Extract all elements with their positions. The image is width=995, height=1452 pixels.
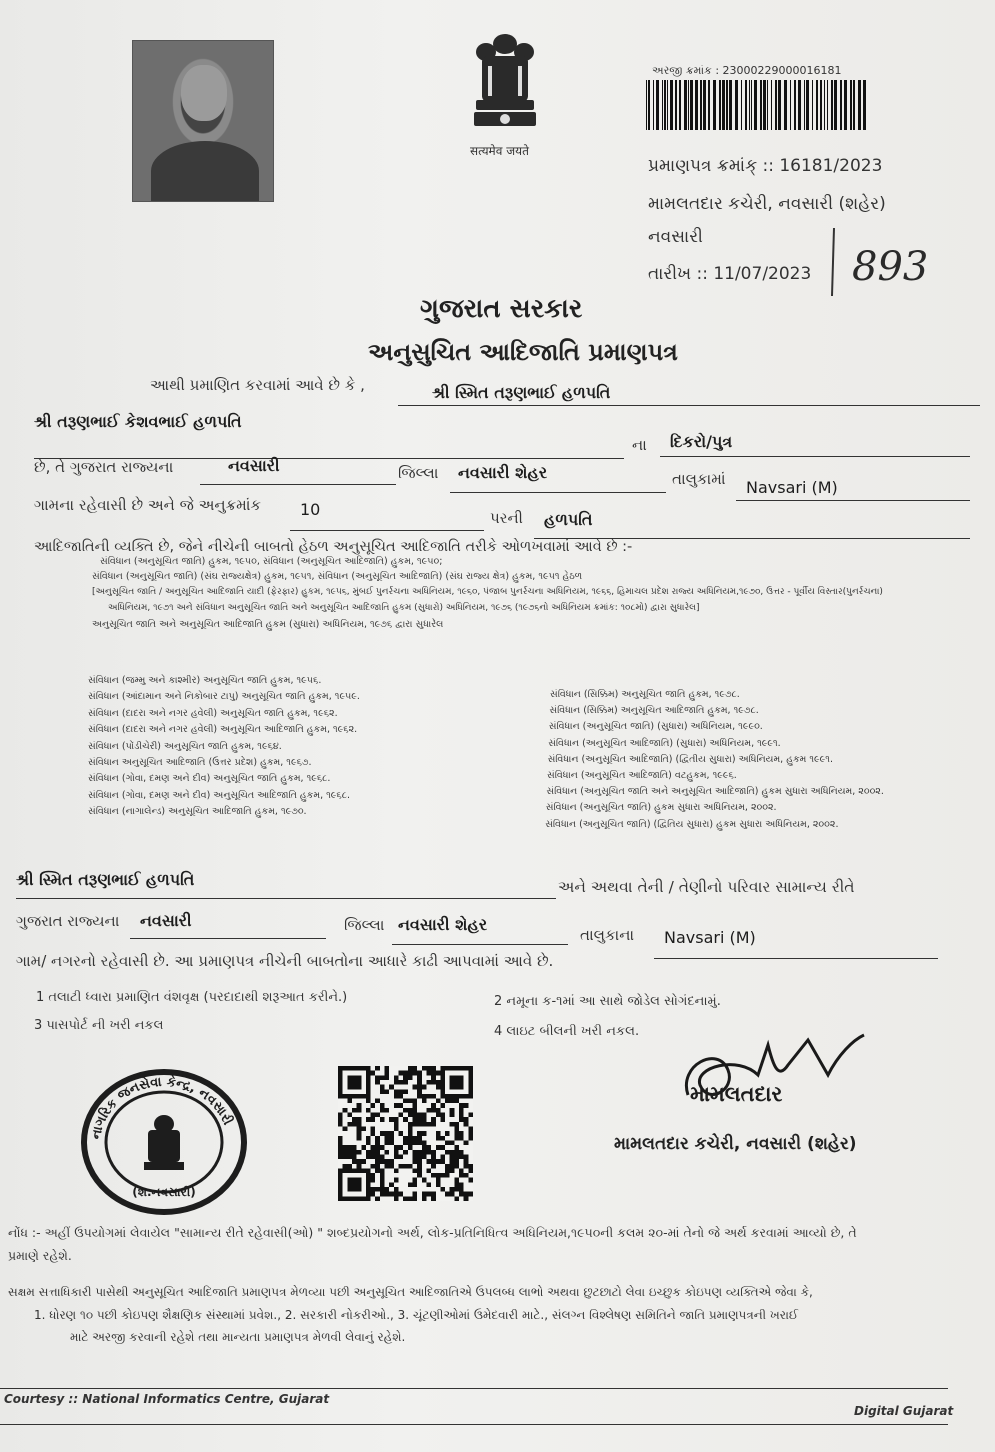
note-line: સક્ષમ સત્તાધિકારી પાસેથી અનુસૂચિત આદિજાતિ પ્રમાણપત્ર મેળવ્યા પછી અનુસૂચિત આદિજાતિએ ઉપલબ્ધ લાભો અથવા છુટછાટો લેવા ઇચ્છુક કોઇપણ વ્યક્તિએ જેવા કે, — [8, 1285, 813, 1299]
order-line: સંવિધાન (અનુસૂચિત જાતિ) હુકમ, ૧૯૫૦, સંવિધાન (અનુસૂચિત આદિજાતિ) હુકમ, ૧૯૫૦; — [100, 556, 443, 567]
on-label: પરની — [490, 509, 523, 527]
serial-number: 10 — [300, 500, 321, 519]
order-line: સંવિધાન (નાગાલેન્ડ) અનુસૂચિત આદિજાતિ હુકમ, ૧૯૭૦. — [88, 806, 307, 818]
village-name-2: Navsari (M) — [664, 928, 756, 947]
note-line: નોંધ :- અહીં ઉપયોગમાં લેવાયેલ "સામાન્ય રીતે રહેવાસી(ઓ) " શબ્દપ્રયોગનો અર્થ, લોક-પ્રતિનિધિત્વ અધિનિયમ,૧૯૫૦ની કલમ ૨૦-માં તેનો જે અર્થ કરવામાં આવ્યો છે, તે — [8, 1225, 857, 1240]
application-number: અરજી ક્રમાંક : 23000229000016181 — [652, 64, 842, 77]
village-label: ગામના રહેવાસી છે અને જે અનુક્રમાંક — [34, 496, 262, 514]
order-line: સંવિધાન (ગોવા, દમણ અને દીવ) અનુસૂચિત આદિજાતિ હુકમ, ૧૯૬૮. — [88, 789, 350, 801]
state-label-2: ગુજરાત રાજ્યના — [16, 912, 120, 930]
village-name: Navsari (M) — [746, 478, 838, 497]
courtesy-text: Courtesy :: National Informatics Centre, Gujarat — [4, 1392, 330, 1406]
svg-text:893: 893 — [852, 244, 929, 290]
order-line: સંવિધાન (દાદરા અને નગર હવેલી) અનુસૂચિત જાતિ હુકમ, ૧૯૬૨. — [88, 707, 338, 719]
qr-code — [338, 1066, 473, 1201]
holder-name-2: શ્રી સ્મિત તરૂણભાઈ હળપતિ — [16, 870, 195, 889]
issuing-office: મામલતદાર કચેરી, નવસારી (શહેર) — [648, 194, 886, 214]
certificate-number: પ્રમાણપત્ર ક્રમાંક્ :: 16181/2023 — [648, 156, 883, 176]
father-name: શ્રી તરૂણભાઈ કેશવભાઈ હળપતિ — [34, 412, 242, 431]
order-line: અધિનિયમ, ૧૯૭૧ અને સંવિધાન અનુસૂચિત જાતિ અને અનુસૂચિત આદિજાતિ હુકમ (સુધારો) અધિનિયમ, ૧૯૭૬ (૧૯૭૬નો અધિનિયમ ક્રમાંક: ૧૦૮મો) દ્વારા સુધારેલ] — [108, 603, 700, 613]
signatory-office: મામલતદાર કચેરી, નવસારી (શહેર) — [614, 1134, 857, 1154]
svg-text:નાગરિક જનસેવા કેન્દ્ર, નવસારી: નાગરિક જનસેવા કેન્દ્ર, નવસારી — [88, 1074, 235, 1141]
certificate-title: અનુસુચિત આદિજાતિ પ્રમાણપત્ર — [368, 338, 678, 366]
order-line: સંવિધાન (દાદરા અને નગર હવેલી) અનુસૂચિત આદિજાતિ હુકમ, ૧૯૬૨. — [88, 724, 358, 736]
barcode — [646, 80, 866, 130]
order-line: સંવિધાન (આંદામાન અને નિકોબાર ટાપુ) અનુસૂચિત જાતિ હુકમ, ૧૯૫૯. — [88, 691, 360, 703]
order-line: [અનુસૂચિત જાતિ / અનુસૂચિત આદિજાતિ યાદી (ફેરફાર) હુકમ, ૧૯૫૬, મુંબઈ પુનર્રચના અધિનિયમ, ૧૯૬૦, પંજાબ પુનર્રચના અધિનિયમ, ૧૯૬૬, હિમાચલ પ્રદેશ રાજ્ય અધિનિયમ,૧૯૭૦, ઉત્તર - પૂર્વીય વિસ્તાર(પુનર્રચના) — [92, 587, 883, 597]
document-item: 2 નમૂના ક-૧માં આ સાથે જોડેલ સોગંદનામું. — [494, 994, 721, 1009]
family-text: અને અથવા તેની / તેણીનો પરિવાર સામાન્ય રીતે — [558, 878, 855, 896]
order-line: સંવિધાન (અનુસૂચિત જાતિ) (સુધારા) અધિનિયમ, ૧૯૯૦. — [548, 721, 763, 733]
order-line: સંવિધાન (અનુસૂચિત જાતિ અને અનુસૂચિત આદિજાતિ) હુકમ સુધારા અધિનિયમ, ૨૦૦૨. — [546, 786, 884, 798]
order-line: સંવિધાન (સિક્કિમ) અનુસૂચિત આદિજાતિ હુકમ, ૧૯૭૮. — [549, 705, 759, 717]
state-label: છે, તે ગુજરાત રાજ્યના — [34, 458, 174, 476]
relation: દિકરો/પુત્ર — [670, 432, 733, 451]
order-line: અનુસૂચિત જાતિ અને અનુસૂચિત આદિજાતિ હુકમ (સુધારા) અધિનિયમ, ૧૯૭૬ દ્વારા સુધારેલ — [92, 619, 444, 630]
applicant-photo — [132, 40, 274, 202]
office-seal — [80, 1066, 248, 1216]
order-line: સંવિધાન (પોંડીચેરી) અનુસૂચિત જાતિ હુકમ, ૧૯૬૪. — [88, 740, 282, 752]
order-line: સંવિધાન (અનુસૂચિત આદિજાતિ) (સુધારા) અધિનિયમ, ૧૯૯૧. — [548, 737, 781, 749]
district-label: જિલ્લા — [398, 464, 439, 482]
basis-line: ગામ/ નગરનો રહેવાસી છે. આ પ્રમાણપત્ર નીચેની બાબતોના આધારે કાઢી આપવામાં આવે છે. — [16, 952, 554, 970]
order-line: સંવિધાન (અનુસૂચિત જાતિ) (સંઘ રાજ્યક્ષેત્ર) હુકમ, ૧૯૫૧, સંવિધાન (અનુસૂચિત આદિજાતિ) (સંઘ રાજ્ય ક્ષેત્ર) હુકમ, ૧૯૫૧ હેઠળ — [92, 571, 583, 582]
footer-brand: Digital Gujarat — [854, 1404, 954, 1418]
issue-date: તારીખ :: 11/07/2023 — [648, 264, 812, 284]
order-line: સંવિધાન અનુસૂચિત આદિજાતિ (ઉત્તર પ્રદેશ) હુકમ, ૧૯૬૭. — [88, 757, 312, 768]
order-line: સંવિધાન (અનુસૂચિત જાતિ) (દ્વિતિય સુધારા) હુકમ સુધારા અધિનિયમ, ૨૦૦૨. — [545, 818, 839, 830]
issuing-city: નવસારી — [648, 227, 703, 247]
emblem-motto: सत्यमेव जयते — [470, 144, 529, 158]
order-line: સંવિધાન (અનુસૂચિત આદિજાતિ) (દ્વિતીય સુધારા) અધિનિયમ, હુકમ ૧૯૯૧. — [547, 753, 833, 765]
order-line: સંવિધાન (અનુસૂચિત જાતિ) હુકમ સુધારા અધિનિયમ, ૨૦૦૨. — [545, 802, 777, 814]
taluka-name: નવસારી શેહર — [458, 463, 548, 482]
note-line: માટે અરજી કરવાની રહેશે તથા માન્યતા પ્રમાણપત્ર મેળવી લેવાનું રહેશે. — [70, 1330, 406, 1344]
svg-text:(શ.નવસારી): (શ.નવસારી) — [132, 1185, 196, 1199]
handwritten-number — [830, 228, 930, 298]
note-line: 1. ધોરણ ૧૦ પછી કોઇપણ શૈક્ષણિક સંસ્થામાં પ્રવેશ., 2. સરકારી નોકરીઓ., 3. ચૂંટણીઓમાં ઉમેદવારી માટે., સંલગ્ન વિશ્લેષણ સમિતિને જાતિ પ્રમાણપત્રની ખરાઈ — [34, 1308, 799, 1322]
signatory-designation: મામલતદાર — [690, 1082, 783, 1106]
order-line: સંવિધાન (અનુસૂચિત આદિજાતિ) વટહુકમ, ૧૯૯૬. — [547, 770, 737, 781]
district-name: નવસારી — [228, 456, 280, 475]
order-line: સંવિધાન (ગોવા, દમણ અને દીવ) અનુસૂચિત જાતિ હુકમ, ૧૯૬૮. — [88, 773, 331, 785]
district-label-2: જિલ્લા — [344, 916, 385, 934]
holder-name: શ્રી સ્મિત તરૂણભાઈ હળપતિ — [432, 383, 611, 402]
note-line: પ્રમાણે રહેશે. — [8, 1248, 72, 1263]
district-name-2: નવસારી — [140, 911, 192, 930]
order-line: સંવિધાન (જમ્મુ અને કાશ્મીર) અનુસૂચિત જાતિ હુકમ, ૧૯૫૬. — [88, 675, 322, 686]
ashoka-emblem-icon — [462, 30, 548, 136]
order-line: સંવિધાન (સિક્કિમ) અનુસૂચિત જાતિ હુકમ, ૧૯૭૮. — [550, 689, 740, 700]
taluka-label: તાલુકામાં — [672, 470, 726, 488]
certify-intro: આથી પ્રમાણિત કરવામાં આવે છે કે , — [150, 376, 365, 394]
tribe-name: હળપતિ — [544, 510, 593, 529]
document-item: 1 તલાટી ધ્વારા પ્રમાણિત વંશવૃક્ષ (પરદાદાથી શરૂઆત કરીને.) — [36, 990, 348, 1005]
document-item: 3 પાસપોર્ટ ની ખરી નકલ — [34, 1018, 164, 1033]
government-title: ગુજરાત સરકાર — [420, 294, 583, 324]
of-label: ના — [632, 436, 647, 454]
recognized-line: આદિજાતિની વ્યક્તિ છે, જેને નીચેની બાબતો હેઠળ અનુસૂચિત આદિજાતિ તરીકે ઓળખવામાં આવે છે :- — [34, 539, 633, 555]
taluka-label-2: તાલુકાના — [580, 926, 635, 944]
document-item: 4 લાઇટ બીલની ખરી નકલ. — [494, 1024, 640, 1039]
taluka-name-2: નવસારી શેહર — [398, 915, 488, 934]
